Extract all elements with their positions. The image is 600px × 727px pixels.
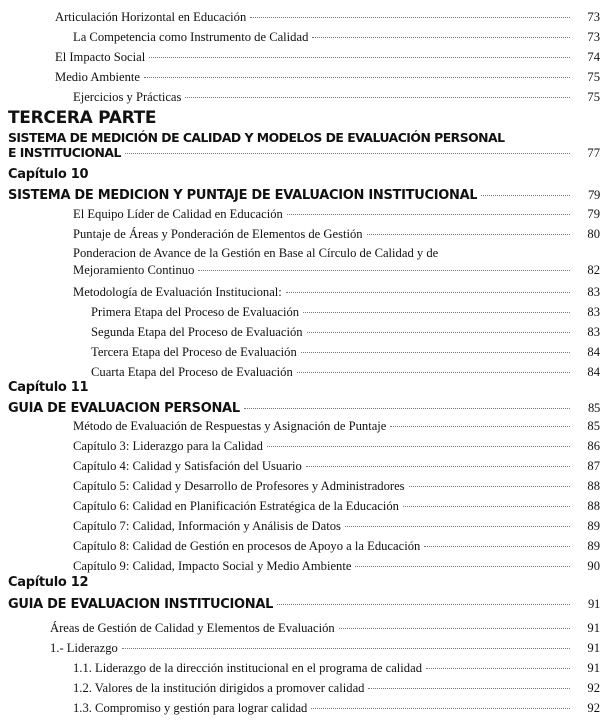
leader-dots xyxy=(409,485,570,487)
leader-dots xyxy=(368,687,570,689)
toc-entry-page: 75 xyxy=(587,90,600,104)
toc-entry-text-line2: Mejoramiento Continuo xyxy=(73,263,195,277)
chapter-11-title-row xyxy=(8,401,600,419)
toc-entry-text: Metodología de Evaluación Institucional: xyxy=(73,285,282,299)
toc-entry-page: 91 xyxy=(587,621,600,635)
toc-entry xyxy=(55,50,600,68)
toc-entry-text: El Impacto Social xyxy=(55,50,146,64)
toc-entry xyxy=(73,681,600,699)
toc-entry xyxy=(73,207,600,225)
toc-entry-page: 73 xyxy=(587,10,600,24)
toc-entry xyxy=(73,479,600,497)
chapter-12-label: Capítulo 12 xyxy=(8,575,89,590)
part-subtitle-line2: E INSTITUCIONAL xyxy=(8,145,121,160)
leader-dots xyxy=(426,667,570,669)
part-subtitle-page: 77 xyxy=(587,146,600,160)
part-subtitle xyxy=(8,130,600,161)
part-title: TERCERA PARTE xyxy=(8,108,157,128)
leader-dots xyxy=(125,152,570,154)
toc-entry-text: Tercera Etapa del Proceso de Evaluación xyxy=(91,345,297,359)
leader-dots xyxy=(277,603,570,605)
toc-entry-text: Áreas de Gestión de Calidad y Elementos de Evaluación xyxy=(50,621,335,635)
toc-entry-text: Puntaje de Áreas y Ponderación de Elementos de Gestión xyxy=(73,227,363,241)
toc-entry-text: La Competencia como Instrumento de Calidad xyxy=(73,30,309,44)
toc-entry-page: 83 xyxy=(587,305,600,319)
toc-entry xyxy=(91,325,600,343)
part-subtitle-line1: SISTEMA DE MEDICIÓN DE CALIDAD Y MODELOS DE EVALUACIÓN PERSONAL xyxy=(8,130,505,145)
leader-dots xyxy=(311,707,570,709)
toc-entry-text: Capítulo 4: Calidad y Satisfación del Usuario xyxy=(73,459,302,473)
leader-dots xyxy=(307,331,570,333)
chapter-11-page: 85 xyxy=(588,401,600,415)
toc-entry xyxy=(55,70,600,88)
leader-dots xyxy=(303,311,570,313)
toc-entry xyxy=(50,641,600,659)
toc-entry-page: 84 xyxy=(587,365,600,379)
toc-entry-page: 79 xyxy=(587,207,600,221)
toc-entry xyxy=(73,661,600,679)
toc-entry-text: Capítulo 9: Calidad, Impacto Social y Medio Ambiente xyxy=(73,559,352,573)
toc-entry-text: Capítulo 5: Calidad y Desarrollo de Profesores y Administradores xyxy=(73,479,405,493)
leader-dots xyxy=(185,96,570,98)
toc-entry-page: 91 xyxy=(587,641,600,655)
toc-entry-text: 1.2. Valores de la institución dirigidos a promover calidad xyxy=(73,681,365,695)
leader-dots xyxy=(424,545,570,547)
toc-entry-text-line1: Ponderacion de Avance de la Gestión en Base al Círculo de Calidad y de xyxy=(73,246,439,260)
part-subtitle-line2-row xyxy=(8,145,600,161)
leader-dots xyxy=(403,505,570,507)
toc-entry-page: 88 xyxy=(587,479,600,493)
toc-entry-page: 89 xyxy=(587,519,600,533)
toc-entry-text: Capítulo 6: Calidad en Planificación Estratégica de la Educación xyxy=(73,499,399,513)
toc-entry xyxy=(73,499,600,517)
toc-entry-text: Método de Evaluación de Respuestas y Asignación de Puntaje xyxy=(73,419,387,433)
leader-dots xyxy=(301,351,570,353)
chapter-10-page: 79 xyxy=(588,188,600,202)
toc-entry-page: 88 xyxy=(587,499,600,513)
leader-dots xyxy=(297,371,570,373)
toc-entry-page: 87 xyxy=(587,459,600,473)
toc-entry-text: Medio Ambiente xyxy=(55,70,140,84)
toc-entry-page: 90 xyxy=(587,559,600,573)
toc-entry xyxy=(50,621,600,639)
leader-dots xyxy=(481,194,570,196)
toc-entry xyxy=(73,30,600,48)
leader-dots xyxy=(287,213,570,215)
toc-entry-text: 1.3. Compromiso y gestión para lograr calidad xyxy=(73,701,308,715)
toc-entry xyxy=(73,227,600,245)
leader-dots xyxy=(122,647,570,649)
chapter-11-title: GUÍA DE EVALUACIÓN PERSONAL xyxy=(8,401,240,416)
toc-entry-text: 1.- Liderazgo xyxy=(50,641,118,655)
toc-entry-page: 91 xyxy=(587,661,600,675)
toc-entry-text: Ejercicios y Prácticas xyxy=(73,90,182,104)
toc-entry-text: Primera Etapa del Proceso de Evaluación xyxy=(91,305,300,319)
leader-dots xyxy=(286,291,570,293)
toc-entry-line2-row xyxy=(73,263,600,278)
toc-entry-page: 89 xyxy=(587,539,600,553)
leader-dots xyxy=(390,425,570,427)
toc-entry-page: 73 xyxy=(587,30,600,44)
toc-entry-text: Capítulo 3: Liderazgo para la Calidad xyxy=(73,439,263,453)
toc-entry xyxy=(91,345,600,363)
toc-entry-page: 84 xyxy=(587,345,600,359)
chapter-10-label: Capítulo 10 xyxy=(8,167,89,182)
toc-entry-page: 82 xyxy=(587,263,600,277)
toc-entry-text: Capítulo 8: Calidad de Gestión en procesos de Apoyo a la Educación xyxy=(73,539,421,553)
leader-dots xyxy=(250,16,570,18)
toc-entry-text: Articulación Horizontal en Educación xyxy=(55,10,247,24)
toc-entry xyxy=(73,701,600,719)
toc-entry-page: 80 xyxy=(587,227,600,241)
leader-dots xyxy=(312,36,570,38)
toc-entry-text: 1.1. Liderazgo de la dirección institucional en el programa de calidad xyxy=(73,661,422,675)
toc-entry xyxy=(73,539,600,557)
leader-dots xyxy=(367,233,570,235)
toc-entry xyxy=(73,459,600,477)
leader-dots xyxy=(267,445,570,447)
chapter-11-label: Capítulo 11 xyxy=(8,380,89,395)
leader-dots xyxy=(198,269,570,271)
chapter-12-title-row xyxy=(8,597,600,615)
leader-dots xyxy=(339,627,570,629)
toc-entry-text: El Equipo Líder de Calidad en Educación xyxy=(73,207,283,221)
toc-entry-page: 92 xyxy=(587,701,600,715)
toc-entry-page: 74 xyxy=(587,50,600,64)
toc-entry-page: 92 xyxy=(587,681,600,695)
toc-entry-page: 83 xyxy=(587,285,600,299)
toc-entry xyxy=(91,305,600,323)
leader-dots xyxy=(345,525,570,527)
toc-entry xyxy=(73,285,600,303)
toc-entry-page: 75 xyxy=(587,70,600,84)
toc-entry xyxy=(73,419,600,437)
chapter-12-title: GUÍA DE EVALUACIÓN INSTITUCIONAL xyxy=(8,597,274,612)
toc-entry-page: 86 xyxy=(587,439,600,453)
toc-entry xyxy=(55,10,600,28)
toc-entry-text: Cuarta Etapa del Proceso de Evaluación xyxy=(91,365,293,379)
toc-entry-page: 85 xyxy=(587,419,600,433)
leader-dots xyxy=(244,407,570,409)
toc-entry-page: 83 xyxy=(587,325,600,339)
toc-entry-text: Segunda Etapa del Proceso de Evaluación xyxy=(91,325,303,339)
leader-dots xyxy=(306,465,570,467)
toc-entry xyxy=(73,90,600,108)
toc-entry xyxy=(73,439,600,457)
toc-entry-wrapped xyxy=(73,246,600,278)
chapter-10-title-row xyxy=(8,188,600,206)
chapter-10-title: SISTEMA DE MEDICIÓN Y PUNTAJE DE EVALUACIÓN INSTITUCIONAL xyxy=(8,188,478,203)
leader-dots xyxy=(144,76,570,78)
chapter-12-page: 91 xyxy=(588,597,600,611)
leader-dots xyxy=(149,56,570,58)
toc-entry-text: Capítulo 7: Calidad, Información y Análisis de Datos xyxy=(73,519,341,533)
toc-entry xyxy=(73,519,600,537)
leader-dots xyxy=(355,565,570,567)
